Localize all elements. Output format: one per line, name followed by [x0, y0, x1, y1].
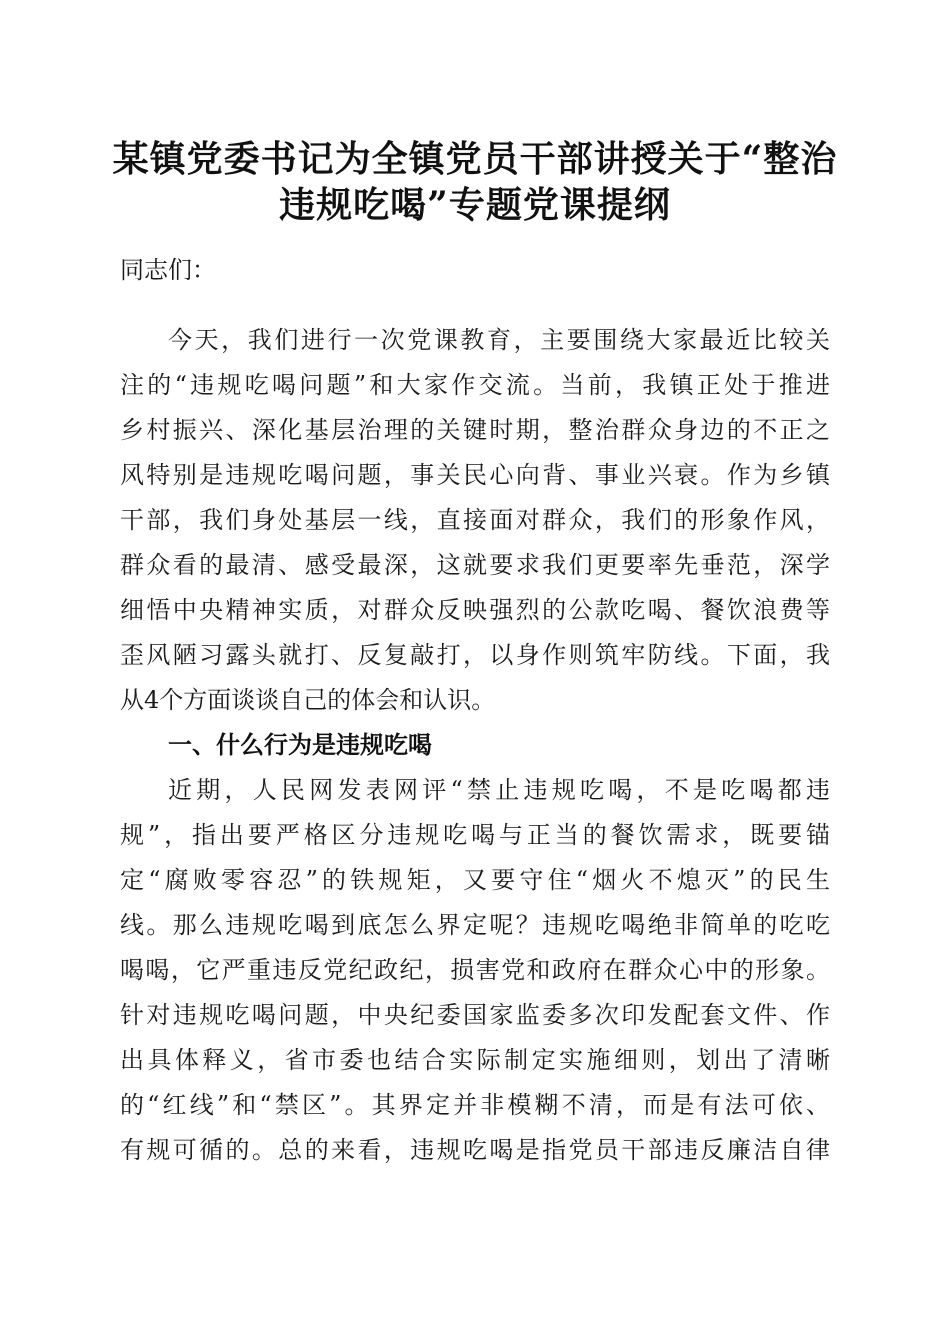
paragraph-2-line: 有规可循的。总的来看，违规吃喝是指党员干部违反廉洁自律 — [120, 1136, 830, 1164]
paragraph-1-line: 群众看的最清、感受最深，这就要求我们更要率先垂范，深学 — [120, 551, 830, 579]
paragraph-2-line: 定“腐败零容忍”的铁规矩，又要守住“烟火不熄灭”的民生 — [120, 866, 830, 894]
paragraph-1-line: 从4个方面谈谈自己的体会和认识。 — [120, 686, 496, 714]
paragraph-2-line: 近期，人民网发表网评“禁止违规吃喝，不是吃喝都违 — [168, 776, 830, 804]
paragraph-1-line: 干部，我们身处基层一线，直接面对群众，我们的形象作风， — [120, 506, 830, 534]
paragraph-1-line: 乡村振兴、深化基层治理的关键时期，整治群众身边的不正之 — [120, 416, 830, 444]
paragraph-2-line: 喝喝，它严重违反党纪政纪，损害党和政府在群众心中的形象。 — [120, 956, 830, 984]
document-title-line-2: 违规吃喝”专题党课提纲 — [279, 184, 671, 226]
paragraph-1-line: 细悟中央精神实质，对群众反映强烈的公款吃喝、餐饮浪费等 — [120, 596, 830, 624]
paragraph-1-line: 风特别是违规吃喝问题，事关民心向背、事业兴衰。作为乡镇 — [120, 461, 830, 489]
paragraph-2-line: 的“红线”和“禁区”。其界定并非模糊不清，而是有法可依、 — [120, 1091, 830, 1119]
paragraph-1-line: 今天，我们进行一次党课教育，主要围绕大家最近比较关 — [168, 326, 830, 354]
paragraph-2-line: 线。那么违规吃喝到底怎么界定呢？违规吃喝绝非简单的吃吃 — [120, 911, 830, 939]
paragraph-2-line: 规”，指出要严格区分违规吃喝与正当的餐饮需求，既要锚 — [120, 821, 830, 849]
paragraph-2-line: 出具体释义，省市委也结合实际制定实施细则，划出了清晰 — [120, 1046, 830, 1074]
section-heading-1: 一、什么行为是违规吃喝 — [168, 731, 432, 759]
paragraph-2-line: 针对违规吃喝问题，中央纪委国家监委多次印发配套文件、作 — [120, 1001, 830, 1029]
paragraph-1-line: 注的“违规吃喝问题”和大家作交流。当前，我镇正处于推进 — [120, 371, 830, 399]
document-title-line-1: 某镇党委书记为全镇党员干部讲授关于“整治 — [112, 138, 838, 180]
salutation: 同志们： — [120, 256, 216, 284]
paragraph-1-line: 歪风陋习露头就打、反复敲打，以身作则筑牢防线。下面，我 — [120, 641, 830, 669]
